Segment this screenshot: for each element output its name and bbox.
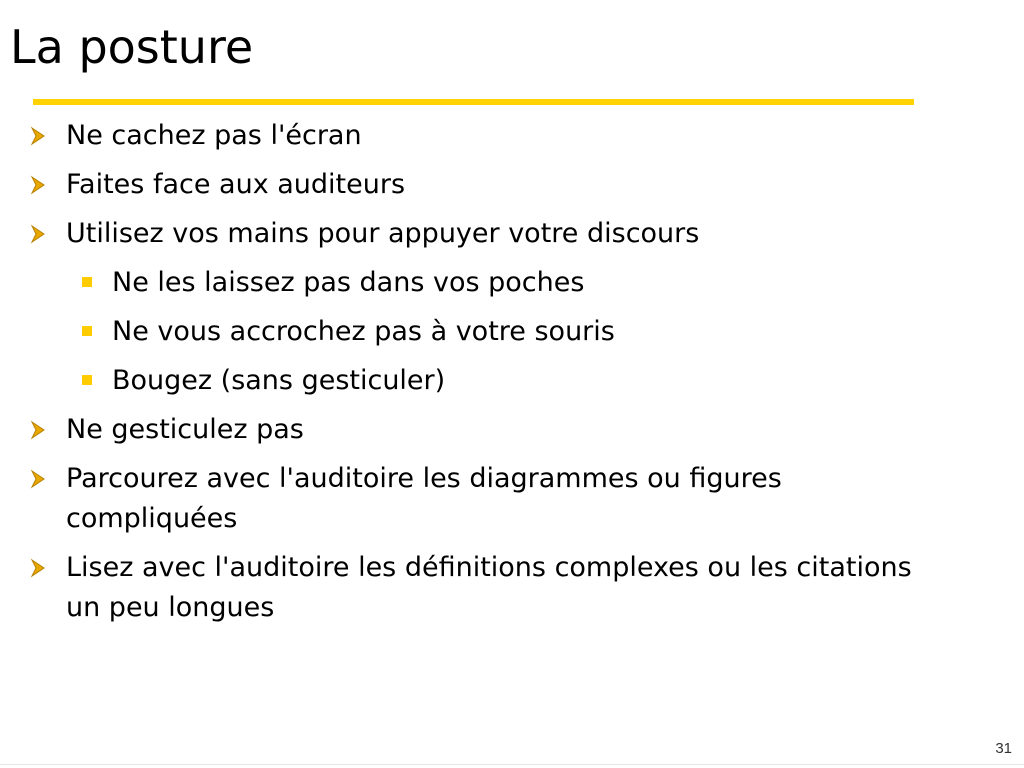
- arrow-bullet-icon: [30, 165, 52, 195]
- arrow-bullet-icon: [30, 214, 52, 244]
- bullet-item: [0, 410, 926, 459]
- slide-title: La posture: [10, 20, 254, 74]
- arrow-bullet-icon: [30, 548, 52, 578]
- bullet-item: [0, 165, 926, 214]
- bullet-text: Lisez avec l'auditoire les définitions complexes ou les citations un peu longues: [66, 552, 912, 623]
- sub-bullet-item: [0, 312, 932, 361]
- bullet-text: Ne cachez pas l'écran: [66, 120, 362, 151]
- bullet-list: [0, 116, 1024, 637]
- arrow-bullet-icon: [30, 116, 52, 146]
- page-number: 31: [995, 740, 1012, 757]
- bullet-item: [0, 116, 926, 165]
- sub-bullet-item: [0, 361, 932, 410]
- bullet-text: Parcourez avec l'auditoire les diagrammes ou figures compliquées: [66, 463, 782, 534]
- footer-divider: [0, 764, 1024, 765]
- sub-bullet-item: [0, 263, 932, 312]
- bullet-text: Ne gesticulez pas: [66, 414, 304, 445]
- bullet-text: Faites face aux auditeurs: [66, 169, 406, 200]
- bullet-text: Ne les laissez pas dans vos poches: [112, 267, 585, 298]
- title-underline: [33, 99, 914, 105]
- bullet-text: Utilisez vos mains pour appuyer votre discours: [66, 218, 700, 249]
- arrow-bullet-icon: [30, 410, 52, 440]
- arrow-bullet-icon: [30, 459, 52, 489]
- bullet-text: Ne vous accrochez pas à votre souris: [112, 316, 615, 347]
- bullet-text: Bougez (sans gesticuler): [112, 365, 446, 396]
- square-bullet-icon: [82, 375, 92, 385]
- bullet-item: [0, 459, 926, 548]
- bullet-item: [0, 214, 926, 263]
- square-bullet-icon: [82, 326, 92, 336]
- bullet-item: [0, 548, 926, 637]
- square-bullet-icon: [82, 277, 92, 287]
